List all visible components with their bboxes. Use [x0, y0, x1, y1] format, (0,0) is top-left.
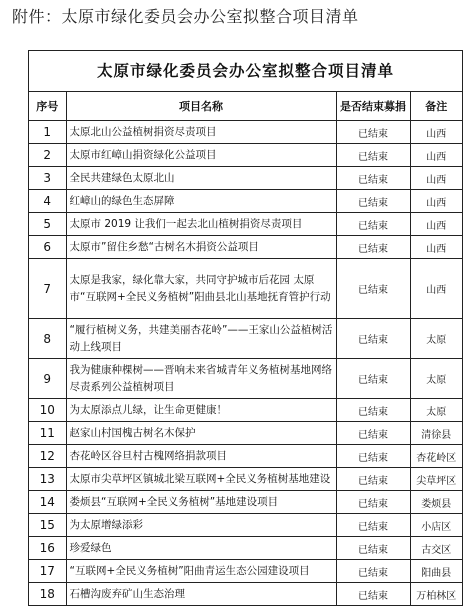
project-name: 杏花岭区谷旦村古槐网络捐款项目 [66, 445, 336, 468]
area-cell: 小店区 [410, 514, 462, 537]
status-cell: 已结束 [336, 236, 410, 259]
status-cell: 已结束 [336, 399, 410, 422]
row-number: 13 [29, 468, 66, 491]
table-row [29, 121, 462, 144]
project-name: 娄烦县“互联网+全民义务植树”基地建设项目 [66, 491, 336, 514]
header-status: 是否结束募捐 [336, 92, 410, 121]
area-cell: 山西 [410, 167, 462, 190]
header-name: 项目名称 [66, 92, 336, 121]
row-number: 14 [29, 491, 66, 514]
status-cell: 已结束 [336, 445, 410, 468]
row-number: 2 [29, 144, 66, 167]
project-name: 太原市 2019 让我们一起去北山植树捐资尽责项目 [66, 213, 336, 236]
project-name: 为太原增绿添彩 [66, 514, 336, 537]
table-row [29, 560, 462, 583]
area-cell: 山西 [410, 190, 462, 213]
status-cell: 已结束 [336, 468, 410, 491]
project-name: 太原是我家，绿化靠大家，共同守护城市后花园 太原市“互联网+全民义务植树”阳曲县北山基地抚育管护行动 [66, 259, 336, 319]
area-cell: 太原 [410, 319, 462, 359]
area-cell: 娄烦县 [410, 491, 462, 514]
row-number: 15 [29, 514, 66, 537]
project-name: 太原北山公益植树捐资尽责项目 [66, 121, 336, 144]
table-row [29, 537, 462, 560]
status-cell: 已结束 [336, 259, 410, 319]
table-row [29, 399, 462, 422]
status-cell: 已结束 [336, 422, 410, 445]
status-cell: 已结束 [336, 190, 410, 213]
project-name: 石槽沟废弃矿山生态治理 [66, 583, 336, 606]
row-number: 12 [29, 445, 66, 468]
status-cell: 已结束 [336, 583, 410, 606]
row-number: 8 [29, 319, 66, 359]
table-row [29, 445, 462, 468]
project-table [29, 92, 462, 606]
row-number: 11 [29, 422, 66, 445]
project-name: 太原市红嶂山捐资绿化公益项目 [66, 144, 336, 167]
project-name: 珍爱绿色 [66, 537, 336, 560]
row-number: 17 [29, 560, 66, 583]
project-name: 全民共建绿色太原北山 [66, 167, 336, 190]
table-row [29, 468, 462, 491]
area-cell: 太原 [410, 359, 462, 399]
project-name: “履行植树义务，共建美丽杏花岭”——王家山公益植树活动上线项目 [66, 319, 336, 359]
table-row [29, 583, 462, 606]
row-number: 6 [29, 236, 66, 259]
table-row [29, 422, 462, 445]
page-heading: 附件：太原市绿化委员会办公室拟整合项目清单 [12, 7, 359, 26]
row-number: 1 [29, 121, 66, 144]
row-number: 9 [29, 359, 66, 399]
table-body [29, 121, 462, 606]
row-number: 16 [29, 537, 66, 560]
row-number: 10 [29, 399, 66, 422]
project-name: 我为健康种棵树——晋响未来省城青年义务植树基地网络尽责系列公益植树项目 [66, 359, 336, 399]
area-cell: 山西 [410, 236, 462, 259]
header-area: 备注 [410, 92, 462, 121]
header-row [29, 92, 462, 121]
status-cell: 已结束 [336, 213, 410, 236]
status-cell: 已结束 [336, 537, 410, 560]
status-cell: 已结束 [336, 121, 410, 144]
table-row [29, 491, 462, 514]
table-row [29, 319, 462, 359]
status-cell: 已结束 [336, 144, 410, 167]
table-row [29, 190, 462, 213]
header-no: 序号 [29, 92, 66, 121]
status-cell: 已结束 [336, 167, 410, 190]
table-row [29, 236, 462, 259]
area-cell: 杏花岭区 [410, 445, 462, 468]
status-cell: 已结束 [336, 491, 410, 514]
row-number: 7 [29, 259, 66, 319]
table-row [29, 213, 462, 236]
area-cell: 尖草坪区 [410, 468, 462, 491]
project-name: 红嶂山的绿色生态屏障 [66, 190, 336, 213]
project-name: “互联网+全民义务植树”阳曲青运生态公园建设项目 [66, 560, 336, 583]
row-number: 5 [29, 213, 66, 236]
area-cell: 山西 [410, 213, 462, 236]
project-name: 太原市尖草坪区镇城北梁互联网+全民义务植树基地建设 [66, 468, 336, 491]
table-row [29, 167, 462, 190]
status-cell: 已结束 [336, 560, 410, 583]
table-row [29, 514, 462, 537]
project-name: 赵家山村国槐古树名木保护 [66, 422, 336, 445]
area-cell: 山西 [410, 121, 462, 144]
area-cell: 清徐县 [410, 422, 462, 445]
table-title: 太原市绿化委员会办公室拟整合项目清单 [29, 51, 462, 92]
area-cell: 太原 [410, 399, 462, 422]
project-name: 为太原添点儿绿，让生命更健康！ [66, 399, 336, 422]
row-number: 3 [29, 167, 66, 190]
area-cell: 古交区 [410, 537, 462, 560]
table-row [29, 359, 462, 399]
row-number: 18 [29, 583, 66, 606]
status-cell: 已结束 [336, 514, 410, 537]
status-cell: 已结束 [336, 319, 410, 359]
area-cell: 阳曲县 [410, 560, 462, 583]
project-list-table [28, 50, 463, 606]
area-cell: 万柏林区 [410, 583, 462, 606]
table-row [29, 259, 462, 319]
project-name: 太原市”留住乡愁“古树名木捐资公益项目 [66, 236, 336, 259]
row-number: 4 [29, 190, 66, 213]
table-row [29, 144, 462, 167]
area-cell: 山西 [410, 259, 462, 319]
status-cell: 已结束 [336, 359, 410, 399]
area-cell: 山西 [410, 144, 462, 167]
